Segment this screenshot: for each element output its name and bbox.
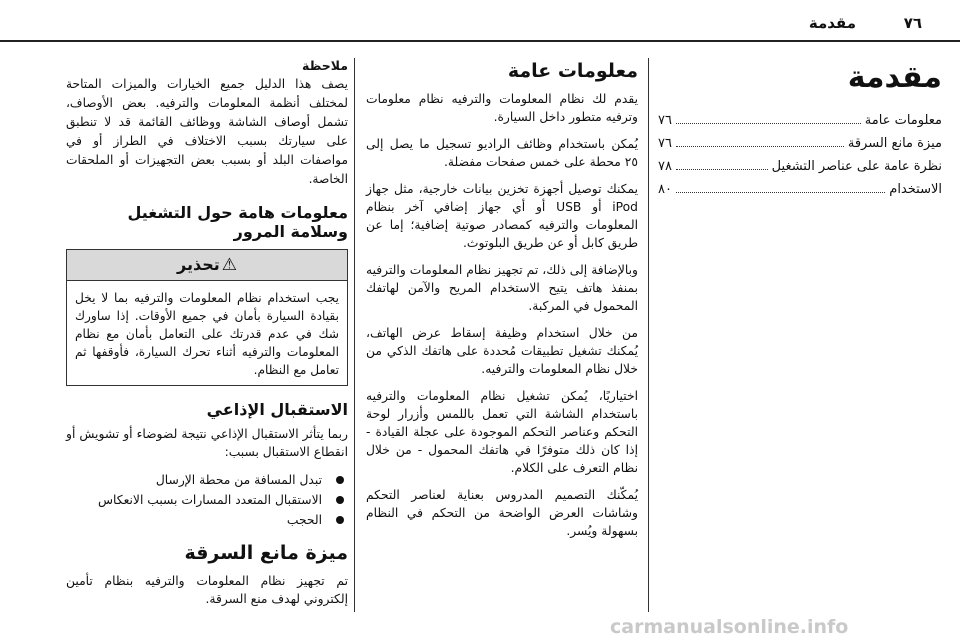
warning-box: [66, 249, 348, 386]
paragraph: من خلال استخدام وظيفة إسقاط عرض الهاتف، يُمكنك تشغيل تطبيقات مُحددة على هاتفك الذكي من خلال نظام المعلومات والترفيه.: [366, 326, 638, 376]
list-item-text: الحجب: [286, 513, 322, 527]
paragraph: يقدم لك نظام المعلومات والترفيه نظام معلومات وترفيه متطور داخل السيارة.: [366, 92, 638, 124]
intro-column: [658, 58, 942, 624]
list-item-text: الاستقبال المتعدد المسارات بسبب الانعكاس: [98, 493, 322, 507]
bullet-icon: [336, 516, 344, 524]
notes-column: [66, 58, 348, 624]
toc-item-page: ٧٦: [658, 113, 672, 128]
toc-item-label: الاستخدام: [889, 182, 942, 197]
paragraph: يمكنك توصيل أجهزة تخزين بيانات خارجية، مثل جهاز iPod أو USB أو أي جهاز إضافي آخر بنظام المعلومات والترفيه كمصادر صوتية إضافية؛ إما عن طريق كابل أو عن طريق البلوتوث.: [366, 182, 638, 250]
header-rule: [0, 40, 960, 42]
toc-dots: [676, 168, 768, 170]
section-heading-general: معلومات عامة: [507, 60, 638, 82]
paragraph: يُمكن باستخدام وظائف الراديو تسجيل ما يصل إلى ٢٥ محطة على خمس صفحات مفضلة.: [366, 137, 638, 169]
table-of-contents: [658, 113, 942, 197]
toc-dots: [676, 145, 844, 147]
warning-title: تحذير: [177, 255, 220, 274]
reception-text: ربما يتأثر الاستقبال الإذاعي نتيجة لضوضاء أو تشويش أو انقطاع الاستقبال بسبب:: [66, 427, 348, 459]
page-header: [0, 0, 960, 42]
toc-item-page: ٧٨: [658, 159, 672, 174]
reception-list: [66, 470, 348, 530]
antitheft-text: تم تجهيز نظام المعلومات والترفيه بنظام تأمين إلكتروني لهدف منع السرقة.: [66, 574, 348, 606]
toc-item-label: معلومات عامة: [864, 113, 942, 128]
page-number: ٧٦: [903, 14, 922, 32]
toc-item-page: ٨٠: [658, 182, 672, 197]
list-item: [66, 470, 348, 490]
toc-item[interactable]: [658, 136, 942, 151]
bullet-icon: [336, 476, 344, 484]
paragraph: اختياريًا، يُمكن تشغيل نظام المعلومات والترفيه باستخدام الشاشة التي تعمل باللمس وأزرار لوحة التحكم وعناصر التحكم الموجودة على عجلة القيادة - إذا كان ذلك متوفرًا في هاتفك المحمول - من خلال نظام التعرف على الكلام.: [366, 389, 638, 475]
toc-item-page: ٧٦: [658, 136, 672, 151]
bullet-icon: [336, 496, 344, 504]
column-divider: [354, 58, 355, 612]
toc-item[interactable]: [658, 113, 942, 128]
list-item-text: تبدل المسافة من محطة الإرسال: [155, 473, 322, 487]
warning-header: [67, 250, 347, 281]
running-title: مقدمة: [808, 14, 856, 32]
section-heading-safety: معلومات هامة حول التشغيل وسلامة المرور: [127, 203, 348, 241]
toc-dots: [676, 191, 885, 193]
column-divider: [648, 58, 649, 612]
section-heading-antitheft: ميزة مانع السرقة: [184, 542, 348, 564]
paragraph: وبالإضافة إلى ذلك، تم تجهيز نظام المعلومات والترفيه بمنفذ هاتف يتيح الاستخدام المريح والآمن لهاتفك المحمول في المركبة.: [366, 263, 638, 313]
toc-item[interactable]: [658, 182, 942, 197]
list-item: [66, 510, 348, 530]
toc-item-label: ميزة مانع السرقة: [847, 136, 942, 151]
watermark: carmanualsonline.info: [610, 616, 849, 638]
toc-item[interactable]: [658, 159, 942, 174]
chapter-title: مقدمة: [847, 60, 942, 95]
paragraph: يُمكّنك التصميم المدروس بعناية لعناصر التحكم وشاشات العرض الواضحة من التحكم في النظام بسهولة ويُسر.: [366, 488, 638, 538]
toc-dots: [676, 122, 861, 124]
warning-text: يجب استخدام نظام المعلومات والترفيه بما لا يخل بقيادة السيارة بأمان في جميع الأوقات. إذا ساورك شك في عدم قدرتك على التعامل بأمان مع نظام المعلومات والترفيه أثناء تحرك السيارة، فأوقفها ثم تعامل مع النظام.: [75, 291, 339, 377]
warning-triangle-icon: ⚠: [221, 255, 237, 275]
general-info-column: [366, 58, 638, 624]
section-heading-reception: الاستقبال الإذاعي: [206, 400, 348, 419]
note-text: يصف هذا الدليل جميع الخيارات والميزات المتاحة لمختلف أنظمة المعلومات والترفيه. بعض الأوصاف، تشمل أوصاف الشاشة ووظائف القائمة قد لا تنطبق على سيارتك بسبب الاختلاف في الطراز أو في مواصفات البلد أو بسبب بعض التجهيزات أو الملحقات الخاصة.: [66, 77, 348, 186]
note-heading: ملاحظة: [302, 58, 348, 73]
list-item: [66, 490, 348, 510]
toc-item-label: نظرة عامة على عناصر التشغيل: [771, 159, 942, 174]
